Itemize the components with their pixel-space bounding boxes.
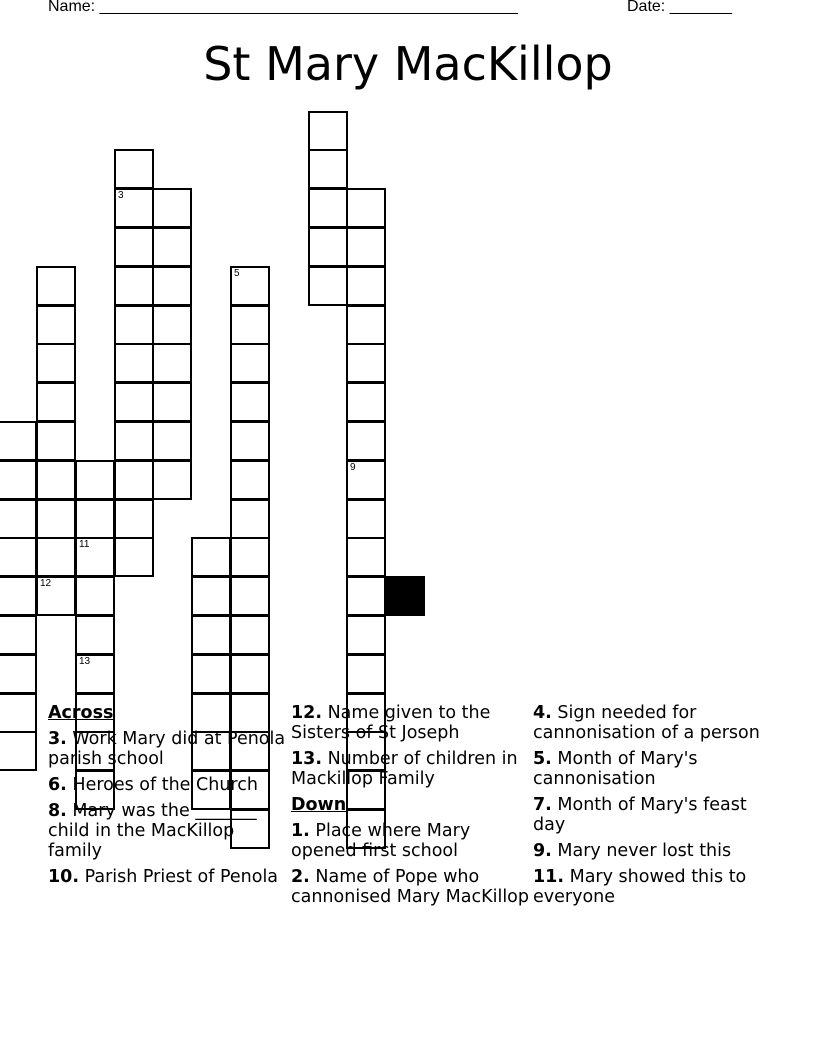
clue-text: Month of Mary's feast day: [533, 795, 747, 835]
grid-cell[interactable]: [230, 499, 270, 539]
grid-cell[interactable]: [114, 343, 154, 383]
clue-number: 8.: [48, 801, 67, 821]
grid-cell[interactable]: [230, 305, 270, 345]
clue-text: Mary showed this to everyone: [533, 867, 747, 907]
clue-text: Mary was the _______ child in the MacKillop family: [48, 801, 257, 861]
grid-cell[interactable]: [230, 343, 270, 383]
grid-cell[interactable]: [346, 460, 386, 500]
clue-text: Place where Mary opened first school: [291, 821, 471, 861]
clue-text: Month of Mary's cannonisation: [533, 749, 698, 789]
grid-cell[interactable]: [36, 305, 76, 345]
clue-number-label: 9: [350, 462, 356, 473]
clue-number: 6.: [48, 775, 67, 795]
clue-down-7: [533, 795, 773, 835]
grid-cell[interactable]: [308, 266, 348, 306]
grid-cell[interactable]: [0, 499, 37, 539]
grid-cell[interactable]: [152, 343, 192, 383]
grid-cell[interactable]: [152, 227, 192, 267]
clue-across-10: [48, 867, 288, 887]
grid-cell[interactable]: [114, 188, 154, 228]
date-label: Date:: [627, 0, 666, 15]
grid-cell[interactable]: [152, 382, 192, 422]
grid-cell[interactable]: [114, 227, 154, 267]
name-label: Name:: [48, 0, 96, 15]
grid-cell[interactable]: [114, 460, 154, 500]
grid-cell[interactable]: [36, 266, 76, 306]
grid-cell[interactable]: [75, 654, 115, 694]
black-cell: [385, 576, 425, 616]
grid-cell[interactable]: [346, 188, 386, 228]
grid-cell[interactable]: [346, 615, 386, 655]
grid-cell[interactable]: [346, 266, 386, 306]
grid-cell[interactable]: [75, 460, 115, 500]
grid-cell[interactable]: [75, 499, 115, 539]
grid-cell[interactable]: [230, 460, 270, 500]
grid-cell[interactable]: [0, 460, 37, 500]
across-heading: Across: [48, 703, 114, 723]
clue-number: 3.: [48, 729, 67, 749]
grid-cell[interactable]: [308, 111, 348, 151]
clue-text: Heroes of the Church: [72, 775, 258, 795]
grid-cell[interactable]: [114, 266, 154, 306]
grid-cell[interactable]: [191, 537, 231, 577]
grid-cell[interactable]: [152, 421, 192, 461]
grid-cell[interactable]: [191, 576, 231, 616]
grid-cell[interactable]: [346, 227, 386, 267]
grid-cell[interactable]: [152, 266, 192, 306]
grid-cell[interactable]: [230, 576, 270, 616]
clue-down-5: [533, 749, 773, 789]
clue-number: 12.: [291, 703, 323, 723]
grid-cell[interactable]: [114, 149, 154, 189]
grid-cell[interactable]: [346, 537, 386, 577]
clue-down-1: [291, 821, 531, 861]
grid-cell[interactable]: [308, 227, 348, 267]
grid-cell[interactable]: [114, 382, 154, 422]
clue-number: 5.: [533, 749, 552, 769]
clue-across-12: [291, 703, 531, 743]
grid-cell[interactable]: [75, 576, 115, 616]
date-line[interactable]: _______: [669, 0, 732, 15]
grid-cell[interactable]: [0, 537, 37, 577]
clue-text: Mary never lost this: [557, 841, 732, 861]
grid-cell[interactable]: [75, 537, 115, 577]
clue-down-9: [533, 841, 773, 861]
grid-cell[interactable]: [152, 188, 192, 228]
grid-cell[interactable]: [230, 382, 270, 422]
grid-cell[interactable]: [346, 576, 386, 616]
grid-cell[interactable]: [346, 499, 386, 539]
grid-cell[interactable]: [0, 693, 37, 733]
clue-across-6: [48, 775, 288, 795]
clue-text: Work Mary did at Penola parish school: [48, 729, 286, 769]
clue-number-label: 13: [79, 656, 91, 667]
clue-number: 1.: [291, 821, 310, 841]
clue-across-13: [291, 749, 531, 789]
clue-number: 7.: [533, 795, 552, 815]
clue-down-11: [533, 867, 773, 907]
grid-cell[interactable]: [36, 537, 76, 577]
clue-column-3: [533, 703, 773, 913]
grid-cell[interactable]: [114, 499, 154, 539]
clue-text: Name of Pope who cannonised Mary MacKillop: [291, 867, 530, 907]
grid-cell[interactable]: [114, 421, 154, 461]
grid-cell[interactable]: [114, 305, 154, 345]
clue-text: Sign needed for cannonisation of a person: [533, 703, 760, 743]
clue-number: 4.: [533, 703, 552, 723]
grid-cell[interactable]: [0, 576, 37, 616]
clue-number: 11.: [533, 867, 565, 887]
grid-cell[interactable]: [36, 576, 76, 616]
clue-across-8: [48, 801, 288, 861]
grid-cell[interactable]: [36, 499, 76, 539]
clue-number: 2.: [291, 867, 310, 887]
grid-cell[interactable]: [152, 305, 192, 345]
clue-text: Name given to the Sisters of St Joseph: [291, 703, 491, 743]
clue-number: 13.: [291, 749, 323, 769]
grid-cell[interactable]: [346, 654, 386, 694]
grid-cell[interactable]: [75, 615, 115, 655]
grid-cell[interactable]: [0, 615, 37, 655]
name-line[interactable]: _______________________________________________: [99, 0, 518, 15]
grid-cell[interactable]: [346, 343, 386, 383]
grid-cell[interactable]: [230, 266, 270, 306]
clue-number-label: 11: [79, 539, 90, 550]
clue-number: 9.: [533, 841, 552, 861]
grid-cell[interactable]: [230, 421, 270, 461]
grid-cell[interactable]: [230, 537, 270, 577]
clue-number-label: 5: [234, 268, 240, 279]
grid-cell[interactable]: [0, 421, 37, 461]
clue-number-label: 12: [40, 578, 52, 589]
grid-cell[interactable]: [36, 343, 76, 383]
clue-down-2: [291, 867, 531, 907]
clue-text: Parish Priest of Penola: [84, 867, 279, 887]
grid-cell[interactable]: [308, 188, 348, 228]
clue-column-2: [291, 703, 531, 913]
grid-cell[interactable]: [36, 421, 76, 461]
grid-cell[interactable]: [152, 460, 192, 500]
clue-down-4: [533, 703, 773, 743]
grid-cell[interactable]: [230, 654, 270, 694]
grid-cell[interactable]: [114, 537, 154, 577]
clue-text: Number of children in Mackillop Family: [291, 749, 518, 789]
down-heading: Down: [291, 795, 347, 815]
grid-cell[interactable]: [0, 654, 37, 694]
grid-cell[interactable]: [191, 654, 231, 694]
page-title: St Mary MacKillop: [203, 37, 613, 91]
clue-across-3: [48, 729, 288, 769]
grid-cell[interactable]: [308, 149, 348, 189]
clue-column-1: [48, 703, 288, 893]
clue-number-label: 3: [118, 190, 124, 201]
clue-number: 10.: [48, 867, 80, 887]
grid-cell[interactable]: [36, 460, 76, 500]
grid-cell[interactable]: [346, 305, 386, 345]
grid-cell[interactable]: [191, 615, 231, 655]
grid-cell[interactable]: [346, 382, 386, 422]
grid-cell[interactable]: [36, 382, 76, 422]
grid-cell[interactable]: [230, 615, 270, 655]
grid-cell[interactable]: [0, 731, 37, 771]
grid-cell[interactable]: [346, 421, 386, 461]
